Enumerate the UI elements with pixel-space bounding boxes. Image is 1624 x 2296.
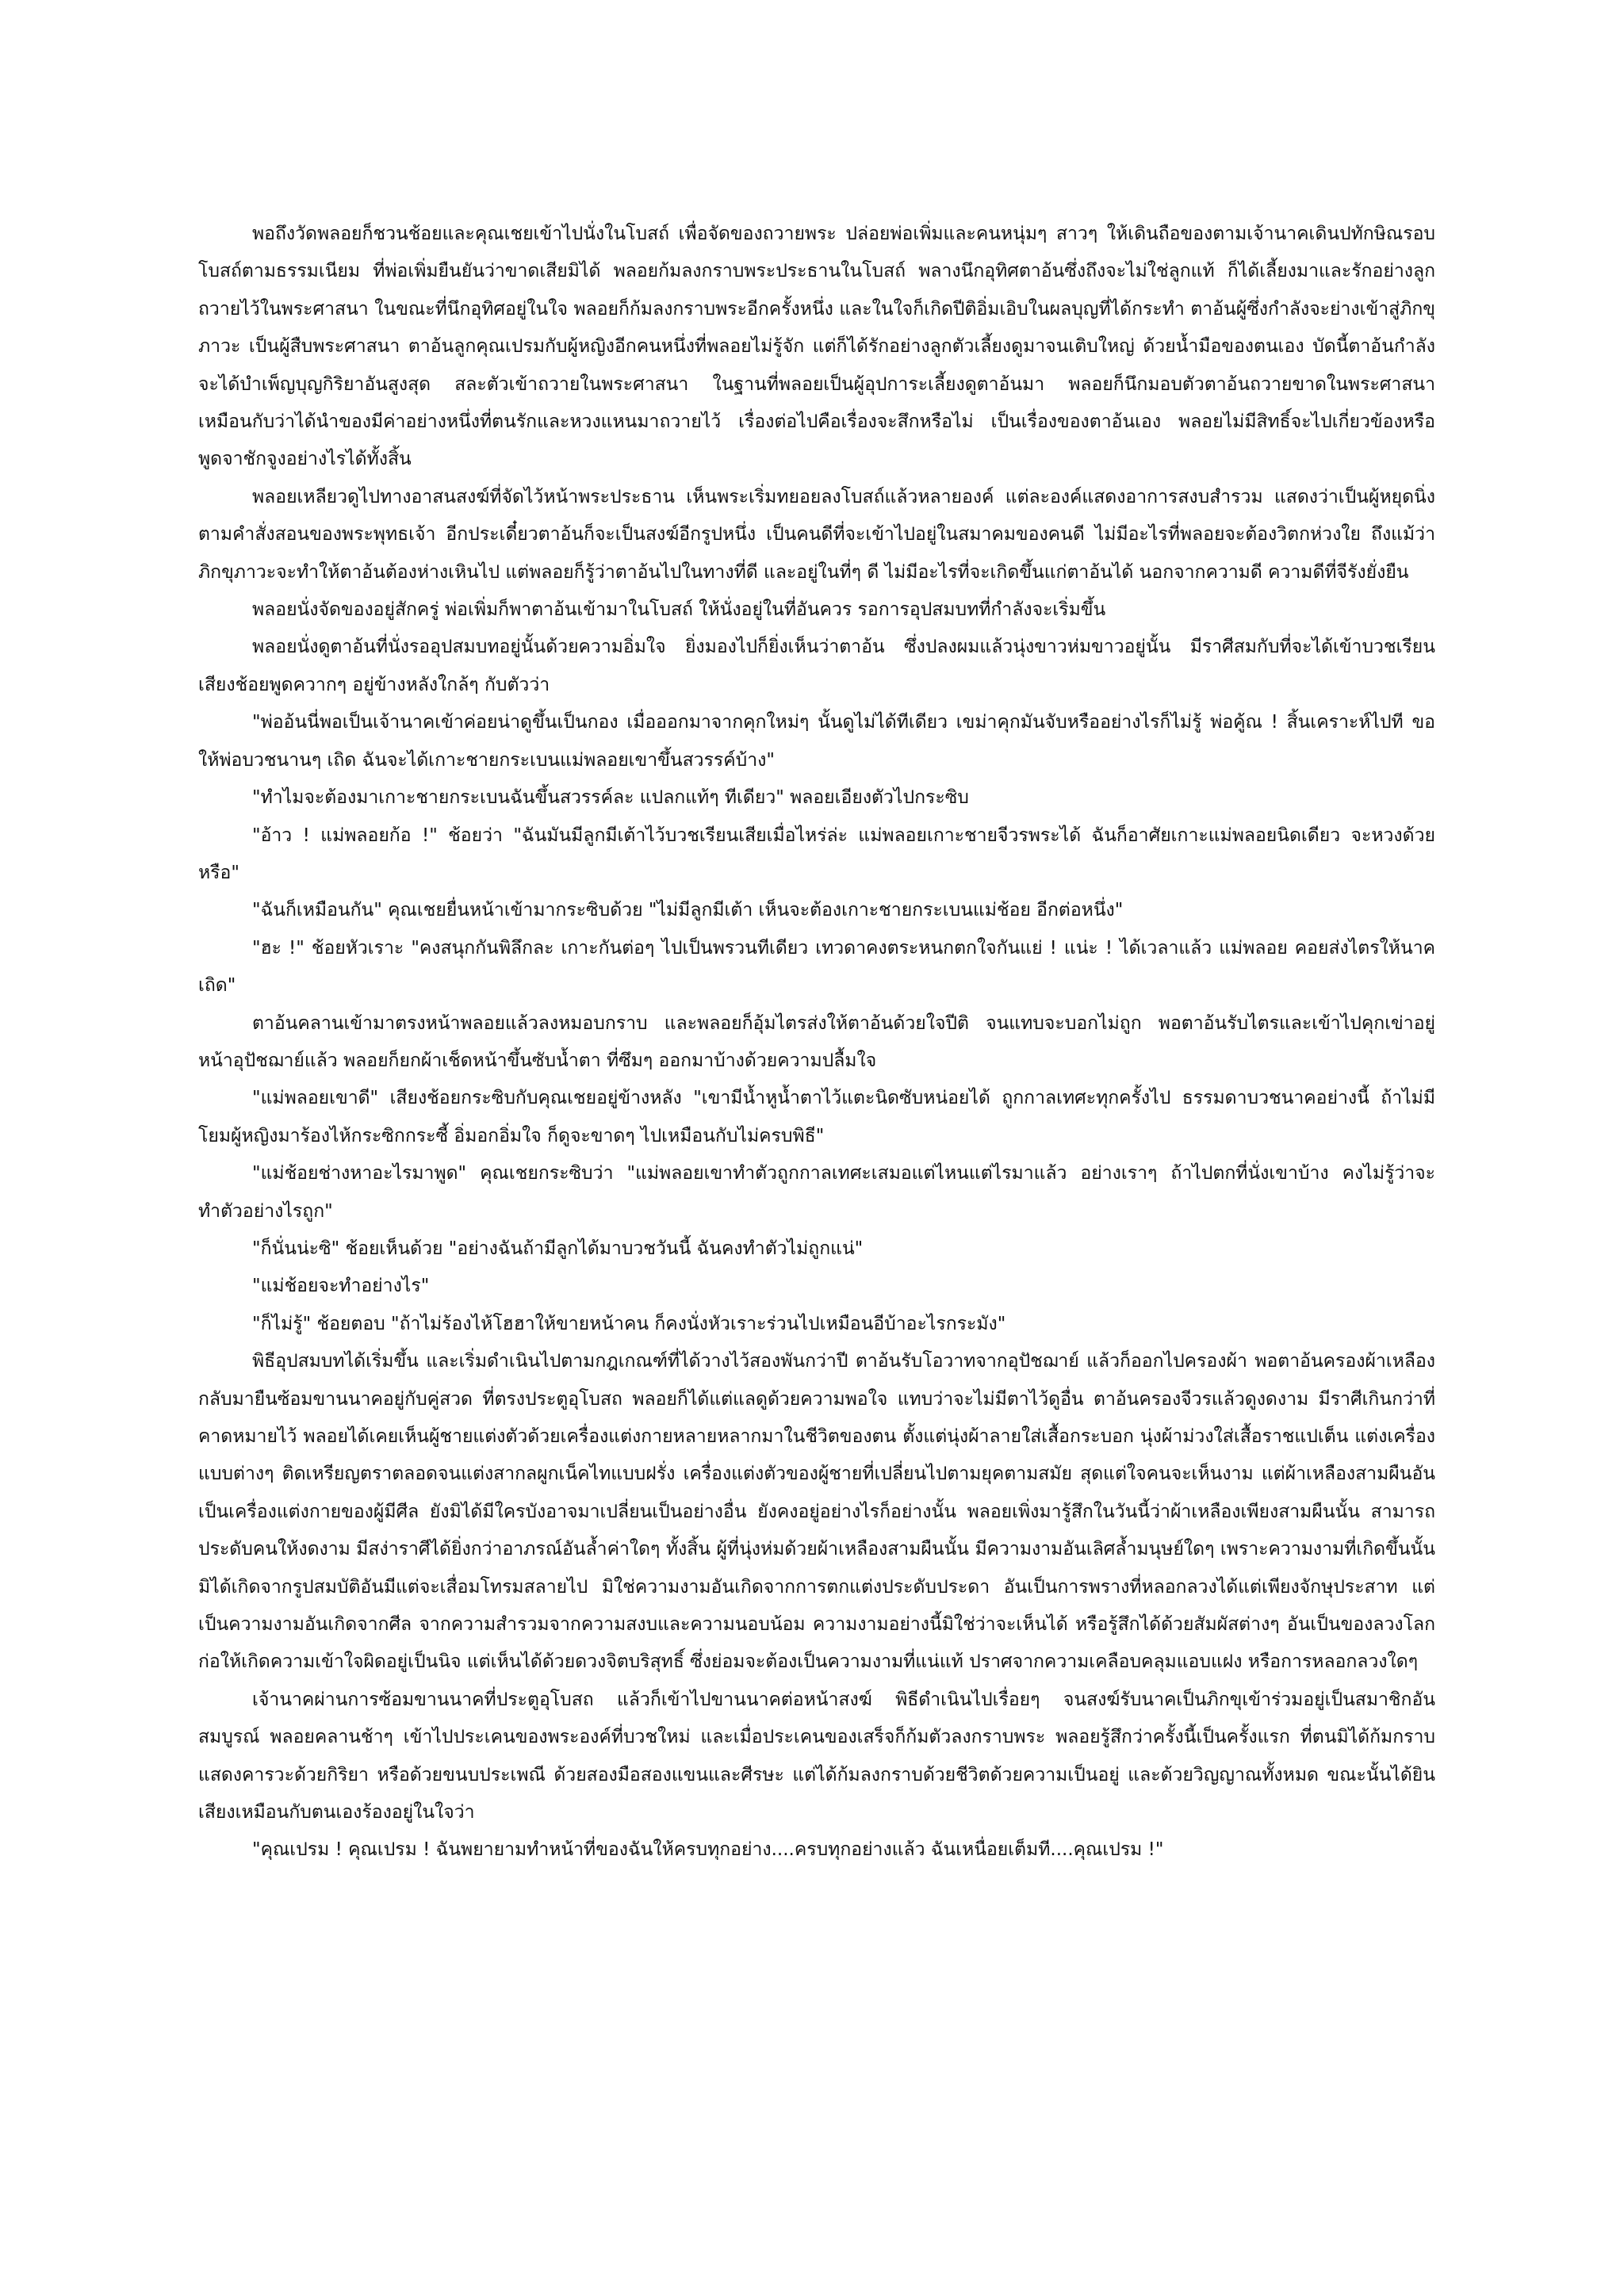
paragraph: พลอยนั่งจัดของอยู่สักครู่ พ่อเพิ่มก็พาตาอ้นเข้ามาในโบสถ์ ให้นั่งอยู่ในที่อันควร รอการอุปสมบทที่กำลังจะเริ่มขึ้น bbox=[252, 599, 1106, 621]
dialogue-paragraph: "ฮะ !" ช้อยหัวเราะ "คงสนุกกันพิลึกละ เกาะกันต่อๆ ไปเป็นพรวนทีเดียว เทวดาคงตระหนกตกใจกันแย่ ! แน่ะ ! ได้เวลาแล้ว แม่พลอย คอยส่งไตรให้นาคเถิด" bbox=[198, 937, 1435, 997]
paragraph: พลอยเหลียวดูไปทางอาสนสงฆ์ที่จัดไว้หน้าพระประธาน เห็นพระเริ่มทยอยลงโบสถ์แล้วหลายองค์ แต่ละองค์แสดงอาการสงบสำรวม แสดงว่าเป็นผู้หยุดนิ่งตามคำสั่งสอนของพระพุทธเจ้า อีกประเดี๋ยวตาอ้นก็จะเป็นสงฆ์อีกรูปหนึ่ง เป็นคนดีที่จะเข้าไปอยู่ในสมาคมของคนดี ไม่มีอะไรที่พลอยจะต้องวิตกห่วงใย ถึงแม้ว่าภิกขุภาวะจะทำให้ตาอ้นต้องห่างเหินไป แต่พลอยก็รู้ว่าตาอ้นไปในทางที่ดี และอยู่ในที่ๆ ดี ไม่มีอะไรที่จะเกิดขึ้นแก่ตาอ้นได้ นอกจากความดี ความดีที่จีรังยั่งยืน bbox=[198, 486, 1435, 583]
dialogue-paragraph: "พ่ออ้นนี่พอเป็นเจ้านาคเข้าค่อยน่าดูขึ้นเป็นกอง เมื่อออกมาจากคุกใหม่ๆ นั้นดูไม่ได้ทีเดียว เขม่าคุกมันจับหรืออย่างไรก็ไม่รู้ พ่อคู้ณ ! สิ้นเคราะห์ไปที ขอให้พ่อบวชนานๆ เถิด ฉันจะได้เกาะชายกระเบนแม่พลอยเขาขึ้นสวรรค์บ้าง" bbox=[198, 712, 1435, 771]
paragraph: เจ้านาคผ่านการซ้อมขานนาคที่ประตูอุโบสถ แล้วก็เข้าไปขานนาคต่อหน้าสงฆ์ พิธีดำเนินไปเรื่อยๆ จนสงฆ์รับนาคเป็นภิกขุเข้าร่วมอยู่เป็นสมาชิกอันสมบูรณ์ พลอยคลานช้าๆ เข้าไปประเคนของพระองค์ที่บวชใหม่ และเมื่อประเคนของเสร็จก็ก้มตัวลงกราบพระ พลอยรู้สึกว่าครั้งนี้เป็นครั้งแรก ที่ตนมิได้ก้มกราบแสดงคารวะด้วยกิริยา หรือด้วยขนบประเพณี ด้วยสองมือสองแขนและศีรษะ แต่ได้ก้มลงกราบด้วยชีวิตด้วยความเป็นอยู่ และด้วยวิญญาณทั้งหมด ขณะนั้นได้ยินเสียงเหมือนกับตนเองร้องอยู่ในใจว่า bbox=[198, 1689, 1435, 1823]
paragraph: พิธีอุปสมบทได้เริ่มขึ้น และเริ่มดำเนินไปตามกฎเกณฑ์ที่ได้วางไว้สองพันกว่าปี ตาอ้นรับโอวาทจากอุปัชฌาย์ แล้วก็ออกไปครองผ้า พอตาอ้นครองผ้าเหลืองกลับมายืนซ้อมขานนาคอยู่กับคู่สวด ที่ตรงประตูอุโบสถ พลอยก็ได้แต่แลดูด้วยความพอใจ แทบว่าจะไม่มีตาไว้ดูอื่น ตาอ้นครองจีวรแล้วดูงดงาม มีราศีเกินกว่าที่คาดหมายไว้ พลอยได้เคยเห็นผู้ชายแต่งตัวด้วยเครื่องแต่งกายหลายหลากมาในชีวิตของตน ตั้งแต่นุ่งผ้าลายใส่เสื้อกระบอก นุ่งผ้าม่วงใส่เสื้อราชแปเต็น แต่งเครื่องแบบต่างๆ ติดเหรียญตราตลอดจนแต่งสากลผูกเน็คไทแบบฝรั่ง เครื่องแต่งตัวของผู้ชายที่เปลี่ยนไปตามยุคตามสมัย สุดแต่ใจคนจะเห็นงาม แต่ผ้าเหลืองสามผืนอันเป็นเครื่องแต่งกายของผู้มีศีล ยังมิได้มีใครบังอาจมาเปลี่ยนเป็นอย่างอื่น ยังคงอยู่อย่างไรก็อย่างนั้น พลอยเพิ่งมารู้สึกในวันนี้ว่าผ้าเหลืองเพียงสามผืนนั้น สามารถประดับคนให้งดงาม มีสง่าราศีได้ยิ่งกว่าอาภรณ์อันล้ำค่าใดๆ ทั้งสิ้น ผู้ที่นุ่งห่มด้วยผ้าเหลืองสามผืนนั้น มีความงามอันเลิศล้ำมนุษย์ใดๆ เพราะความงามที่เกิดขึ้นนั้น มิได้เกิดจากรูปสมบัติอันมีแต่จะเสื่อมโทรมสลายไป มิใช่ความงามอันเกิดจากการตกแต่งประดับประดา อันเป็นการพรางที่หลอกลวงได้แต่เพียงจักษุประสาท แต่เป็นความงามอันเกิดจากศีล จากความสำรวมจากความสงบและความนอบน้อม ความงามอย่างนี้มิใช่ว่าจะเห็นได้ หรือรู้สึกได้ด้วยสัมผัสต่างๆ อันเป็นของลวงโลกก่อให้เกิดความเข้าใจผิดอยู่เป็นนิจ แต่เห็นได้ด้วยดวงจิตบริสุทธิ์ ซึ่งย่อมจะต้องเป็นความงามที่แน่แท้ ปราศจากความเคลือบคลุมแอบแฝง หรือการหลอกลวงใดๆ bbox=[198, 1351, 1435, 1673]
dialogue-paragraph: "แม่ช้อยจะทำอย่างไร" bbox=[252, 1276, 430, 1297]
paragraph: พลอยนั่งดูตาอ้นที่นั่งรออุปสมบทอยู่นั้นด้วยความอิ่มใจ ยิ่งมองไปก็ยิ่งเห็นว่าตาอ้น ซึ่งปลงผมแล้วนุ่งขาวห่มขาวอยู่นั้น มีราศีสมกับที่จะได้เข้าบวชเรียน เสียงช้อยพูดควากๆ อยู่ข้างหลังใกล้ๆ กับตัวว่า bbox=[198, 637, 1435, 695]
dialogue-paragraph: "ฉันก็เหมือนกัน" คุณเชยยื่นหน้าเข้ามากระซิบด้วย "ไม่มีลูกมีเต้า เห็นจะต้องเกาะชายกระเบนแม่ช้อย อีกต่อหนึ่ง" bbox=[252, 900, 1124, 921]
dialogue-paragraph: "แม่ช้อยช่างหาอะไรมาพูด" คุณเชยกระซิบว่า "แม่พลอยเขาทำตัวถูกกาลเทศะเสมอแต่ไหนแต่ไรมาแล้ว อย่างเราๆ ถ้าไปตกที่นั่งเขาบ้าง คงไม่รู้ว่าจะทำตัวอย่างไรถูก" bbox=[198, 1163, 1435, 1222]
dialogue-paragraph: "คุณเปรม ! คุณเปรม ! ฉันพยายามทำหน้าที่ของฉันให้ครบทุกอย่าง....ครบทุกอย่างแล้ว ฉันเหนื่อยเต็มที....คุณเปรม !" bbox=[252, 1839, 1164, 1861]
dialogue-paragraph: "อ้าว ! แม่พลอยก้อ !" ช้อยว่า "ฉันมันมีลูกมีเต้าไว้บวชเรียนเสียเมื่อไหร่ล่ะ แม่พลอยเกาะชายจีวรพระได้ ฉันก็อาศัยเกาะแม่พลอยนิดเดียว จะหวงด้วยหรือ" bbox=[198, 825, 1435, 883]
document-page bbox=[198, 216, 1435, 1869]
dialogue-paragraph: "แม่พลอยเขาดี" เสียงช้อยกระซิบกับคุณเชยอยู่ข้างหลัง "เขามีน้ำหูน้ำตาไว้แตะนิดซับหน่อยได้ ถูกกาลเทศะทุกครั้งไป ธรรมดาบวชนาคอย่างนี้ ถ้าไม่มีโยมผู้หญิงมาร้องไห้กระซิกกระซี้ อิ่มอกอิ่มใจ ก็ดูจะขาดๆ ไปเหมือนกับไม่ครบพิธี" bbox=[198, 1088, 1435, 1146]
dialogue-paragraph: "ทำไมจะต้องมาเกาะชายกระเบนฉันขึ้นสวรรค์ละ แปลกแท้ๆ ทีเดียว" พลอยเอียงตัวไปกระซิบ bbox=[252, 787, 969, 809]
dialogue-paragraph: "ก็ไม่รู้" ช้อยตอบ "ถ้าไม่ร้องไห้โฮฮาให้ขายหน้าคน ก็คงนั่งหัวเราะร่วนไปเหมือนอีบ้าอะไรกระมัง" bbox=[252, 1313, 1006, 1334]
paragraph: พอถึงวัดพลอยก็ชวนช้อยและคุณเชยเข้าไปนั่งในโบสถ์ เพื่อจัดของถวายพระ ปล่อยพ่อเพิ่มและคนหนุ่มๆ สาวๆ ให้เดินถือของตามเจ้านาคเดินปทักษิณรอบโบสถ์ตามธรรมเนียม ที่พ่อเพิ่มยืนยันว่าขาดเสียมิได้ พลอยก้มลงกราบพระประธานในโบสถ์ พลางนึกอุทิศตาอ้นซึ่งถึงจะไม่ใช่ลูกแท้ ก็ได้เลี้ยงมาและรักอย่างลูก ถวายไว้ในพระศาสนา ในขณะที่นึกอุทิศอยู่ในใจ พลอยก็ก้มลงกราบพระอีกครั้งหนึ่ง และในใจก็เกิดปีติอิ่มเอิบในผลบุญที่ได้กระทำ ตาอ้นผู้ซึ่งกำลังจะย่างเข้าสู่ภิกขุภาวะ เป็นผู้สืบพระศาสนา ตาอ้นลูกคุณเปรมกับผู้หญิงอีกคนหนึ่งที่พลอยไม่รู้จัก แต่ก็ได้รักอย่างลูกตัวเลี้ยงดูมาจนเติบใหญ่ ด้วยน้ำมือของตนเอง บัดนี้ตาอ้นกำลังจะได้บำเพ็ญบุญกิริยาอันสูงสุด สละตัวเข้าถวายในพระศาสนา ในฐานที่พลอยเป็นผู้อุปการะเลี้ยงดูตาอ้นมา พลอยก็นึกมอบตัวตาอ้นถวายขาดในพระศาสนา เหมือนกับว่าได้นำของมีค่าอย่างหนึ่งที่ตนรักและหวงแหนมาถวายไว้ เรื่องต่อไปคือเรื่องจะสึกหรือไม่ เป็นเรื่องของตาอ้นเอง พลอยไม่มีสิทธิ์จะไปเกี่ยวข้องหรือพูดจาชักจูงอย่างไรได้ทั้งสิ้น bbox=[198, 224, 1435, 470]
dialogue-paragraph: "ก็นั่นน่ะซิ" ช้อยเห็นด้วย "อย่างฉันถ้ามีลูกได้มาบวชวันนี้ ฉันคงทำตัวไม่ถูกแน่" bbox=[252, 1238, 864, 1259]
paragraph: ตาอ้นคลานเข้ามาตรงหน้าพลอยแล้วลงหมอบกราบ และพลอยก็อุ้มไตรส่งให้ตาอ้นด้วยใจปีติ จนแทบจะบอกไม่ถูก พอตาอ้นรับไตรและเข้าไปคุกเข่าอยู่หน้าอุปัชฌาย์แล้ว พลอยก็ยกผ้าเช็ดหน้าขึ้นซับน้ำตา ที่ซึมๆ ออกมาบ้างด้วยความปลื้มใจ bbox=[198, 1012, 1435, 1071]
